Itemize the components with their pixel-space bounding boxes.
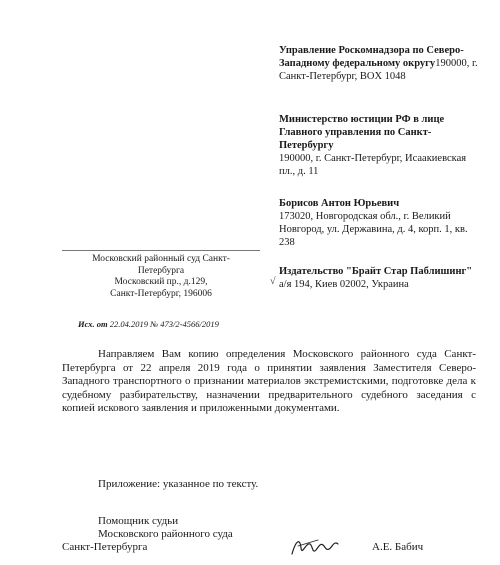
addressee-publisher [279, 265, 484, 291]
addressee-roskomnadzor [279, 44, 484, 83]
appendix-line: Приложение: указанное по тексту. [98, 478, 259, 490]
signer-city: Санкт-Петербурга [62, 541, 148, 553]
signature-block [62, 515, 233, 554]
signer-name: А.Е. Бабич [372, 541, 424, 553]
handwritten-signature [288, 534, 340, 560]
outgoing-number [78, 319, 219, 329]
sender-block [62, 250, 260, 300]
addressee-ministry-justice [279, 113, 484, 178]
outgoing-value: 22.04.2019 № 473/2-4566/2019 [109, 319, 219, 329]
addressee-address: 173020, Новгородская обл., г. Великий Новгород, ул. Державина, д. 4, корп. 1, кв. 238 [279, 211, 468, 248]
addressee-address: а/я 194, Киев 02002, Украина [279, 279, 409, 290]
sender-line: Санкт-Петербург, 196006 [110, 288, 212, 299]
addressee-name: Министерство юстиции РФ в лице Главного управления по Санкт-Петербургу [279, 114, 445, 151]
check-mark: √ [270, 276, 276, 287]
sender-line: Московский районный суд Санкт- [92, 254, 230, 264]
sender-line: Петербурга [137, 265, 185, 276]
signer-position: Помощник судьи [98, 515, 179, 527]
sender-line: Московский пр., д.129, [114, 277, 208, 287]
addressee-address: 190000, г. Санкт-Петербург, BOX 1048 [279, 58, 478, 82]
signer-court: Московского районного суда [98, 528, 233, 540]
addressee-borisov [279, 197, 484, 249]
letter-body: Направляем Вам копию определения Московского районного суда Санкт-Петербурга от 22 апреля 2019 года о принятии заявления Заместителя Северо-Западного транспортного о признании материалов экстремистскими, подготовке дела к судебному разбирательству, назначении предварительного судебного заседания с копией искового заявления и приложенными документами. [62, 348, 476, 414]
addressee-name: Управление Роскомнадзора по Северо-Западному федеральному округу [279, 45, 464, 69]
addressee-name: Издательство "Брайт Стар Паблишинг" [279, 266, 473, 277]
outgoing-label: Исх. от [78, 319, 108, 329]
addressee-address: 190000, г. Санкт-Петербург, Исаакиевская пл., д. 11 [279, 153, 467, 177]
addressee-name: Борисов Антон Юрьевич [279, 198, 400, 209]
